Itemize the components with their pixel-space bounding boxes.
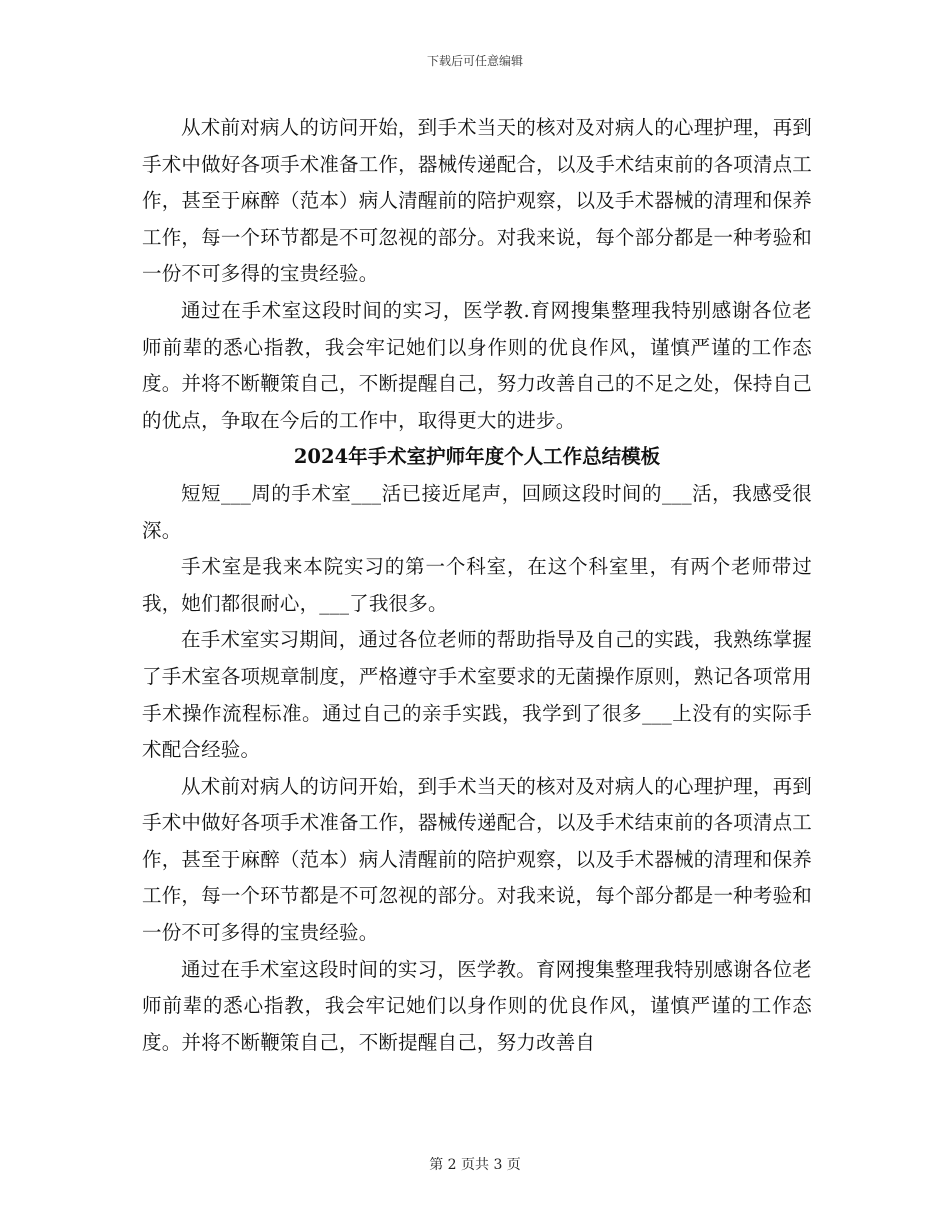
paragraph-first-department: 手术室是我来本院实习的第一个科室，在这个科室里，有两个老师带过我，她们都很耐心，___了我很多。: [142, 555, 812, 615]
document-body: [142, 110, 812, 1061]
paragraph-intro: 短短___周的手术室___活已接近尾声，回顾这段时间的___活，我感受很深。: [142, 481, 812, 542]
paragraph-thanks-repeat: 通过在手术室这段时间的实习，医学教。育网搜集整理我特别感谢各位老师前辈的悉心指教，我会牢记她们以身作则的优良作风，谨慎严谨的工作态度。并将不断鞭策自己，不断提醒自己，努力改善自: [142, 957, 812, 1054]
page-footer: 第 2 页共 3 页: [429, 1157, 521, 1173]
paragraph-preop-visit: 从术前对病人的访问开始，到手术当天的核对及对病人的心理护理，再到手术中做好各项手术准备工作，器械传递配合，以及手术结束前的各项清点工作，甚至于麻醉（范本）病人清醒前的陪护观察，以及手术器械的清理和保养工作，每一个环节都是不可忽视的部分。对我来说，每个部分都是一种考验和一份不可多得的宝贵经验。: [142, 116, 812, 286]
paragraph-preop-visit-repeat: 从术前对病人的访问开始，到手术当天的核对及对病人的心理护理，再到手术中做好各项手术准备工作，器械传递配合，以及手术结束前的各项清点工作，甚至于麻醉（范本）病人清醒前的陪护观察，以及手术器械的清理和保养工作，每一个环节都是不可忽视的部分。对我来说，每个部分都是一种考验和一份不可多得的宝贵经验。: [142, 774, 812, 945]
paragraph-internship: 在手术室实习期间，通过各位老师的帮助指导及自己的实践，我熟练掌握了手术室各项规章制度，严格遵守手术室要求的无菌操作原则，熟记各项常用手术操作流程标准。通过自己的亲手实践，我学到了很多___上没有的实际手术配合经验。: [142, 628, 812, 762]
paragraph-thanks: 通过在手术室这段时间的实习，医学教.育网搜集整理我特别感谢各位老师前辈的悉心指教，我会牢记她们以身作则的优良作风，谨慎严谨的工作态度。并将不断鞭策自己，不断提醒自己，努力改善自己的不足之处，保持自己的优点，争取在今后的工作中，取得更大的进步。: [142, 298, 812, 432]
document-title: 2024年手术室护师年度个人工作总结模板: [293, 445, 661, 469]
page-header: 下载后可任意编辑: [426, 54, 523, 68]
